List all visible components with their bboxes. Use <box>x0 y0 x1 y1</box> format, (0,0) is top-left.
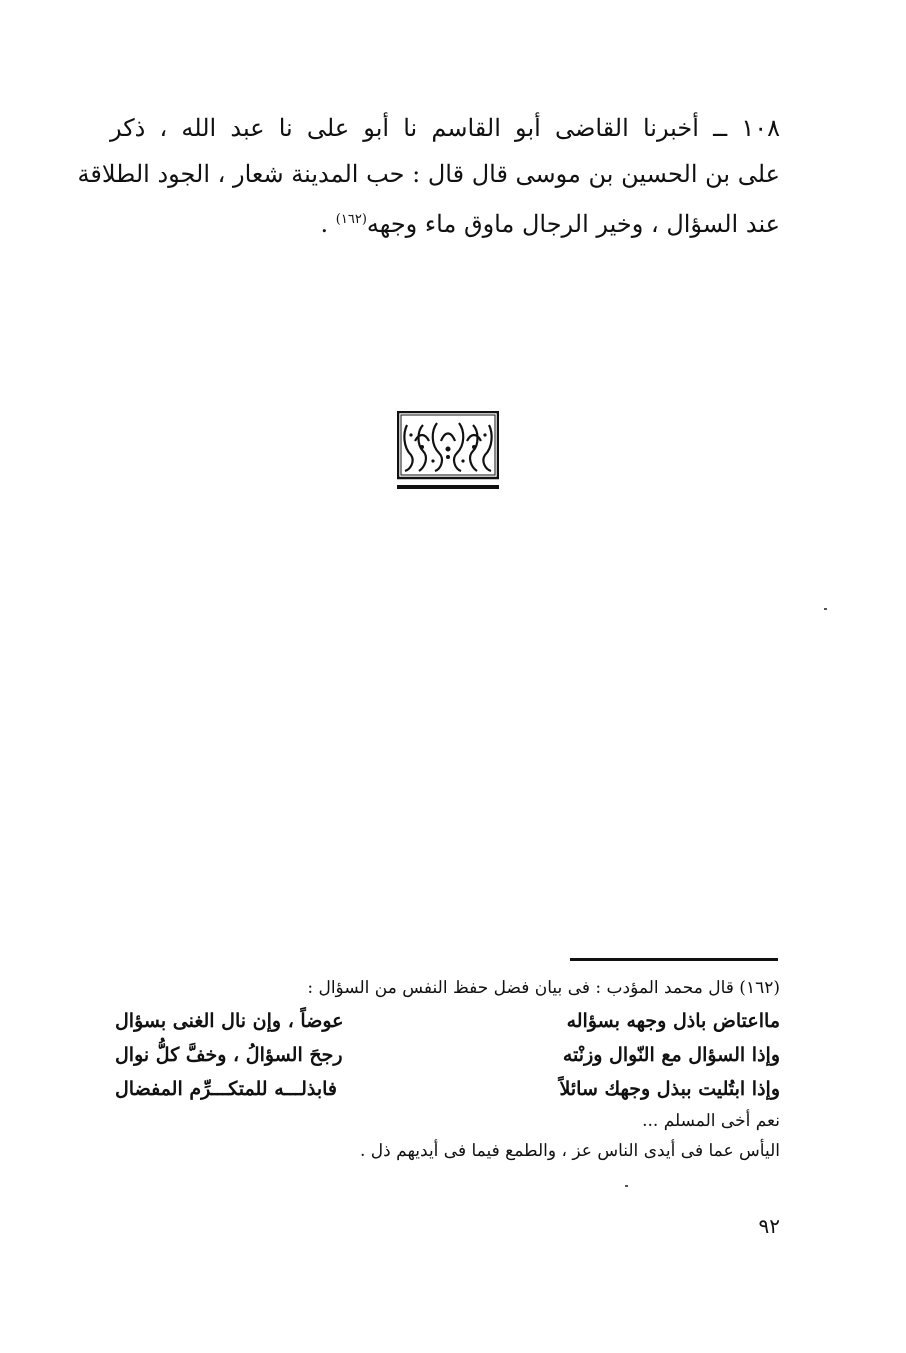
main-line-3-text: عند السؤال ، وخير الرجال ماوق ماء وجهه <box>366 210 780 238</box>
verse-1-first-hemistich: مااعتاض باذل وجهه بسؤاله <box>566 1010 780 1032</box>
verse-3-second-hemistich: فابذلـــه للمتكـــرِّم المفضال <box>115 1078 338 1100</box>
footnote-intro: (١٦٢) قال محمد المؤدب : فى بيان فضل حفظ النفس من السؤال : <box>307 978 780 998</box>
verse-1 <box>115 1004 780 1038</box>
footnote-separator <box>570 958 778 961</box>
print-speck <box>824 608 827 610</box>
footnote-reference: (١٦٢) <box>335 212 367 227</box>
verse-2-second-hemistich: رجحَ السؤالُ ، وخفَّ كلُّ نوال <box>115 1044 343 1066</box>
main-line-3-end: . <box>320 210 336 238</box>
main-text-block <box>77 105 780 247</box>
verse-2-first-hemistich: وإذا السؤال مع النّوال وزنْته <box>562 1044 780 1066</box>
footnotes-block <box>115 972 780 1166</box>
arabesque-ornament-icon <box>397 411 499 493</box>
verse-2 <box>115 1038 780 1072</box>
verse-1-second-hemistich: عوضاً ، وإن نال الغنى بسؤال <box>115 1010 344 1032</box>
main-line-3 <box>110 197 780 247</box>
print-speck <box>625 1185 628 1187</box>
verse-3-first-hemistich: وإذا ابتُليت ببذل وجهك سائلاً <box>559 1078 780 1100</box>
verse-3 <box>115 1072 780 1106</box>
footnote-line-muslim: نعم أخى المسلم ... <box>642 1111 780 1131</box>
page-number: ٩٢ <box>758 1214 780 1238</box>
main-line-2: على بن الحسين بن موسى قال قال : حب المدينة شعار ، الجود الطلاقة <box>77 160 780 188</box>
main-line-1: ١٠٨ ــ أخبرنا القاضى أبو القاسم نا أبو على نا عبد الله ، ذكر <box>110 114 780 142</box>
footnote-line-despair: اليأس عما فى أيدى الناس عز ، والطمع فيما فى أيديهم ذل . <box>360 1141 780 1161</box>
